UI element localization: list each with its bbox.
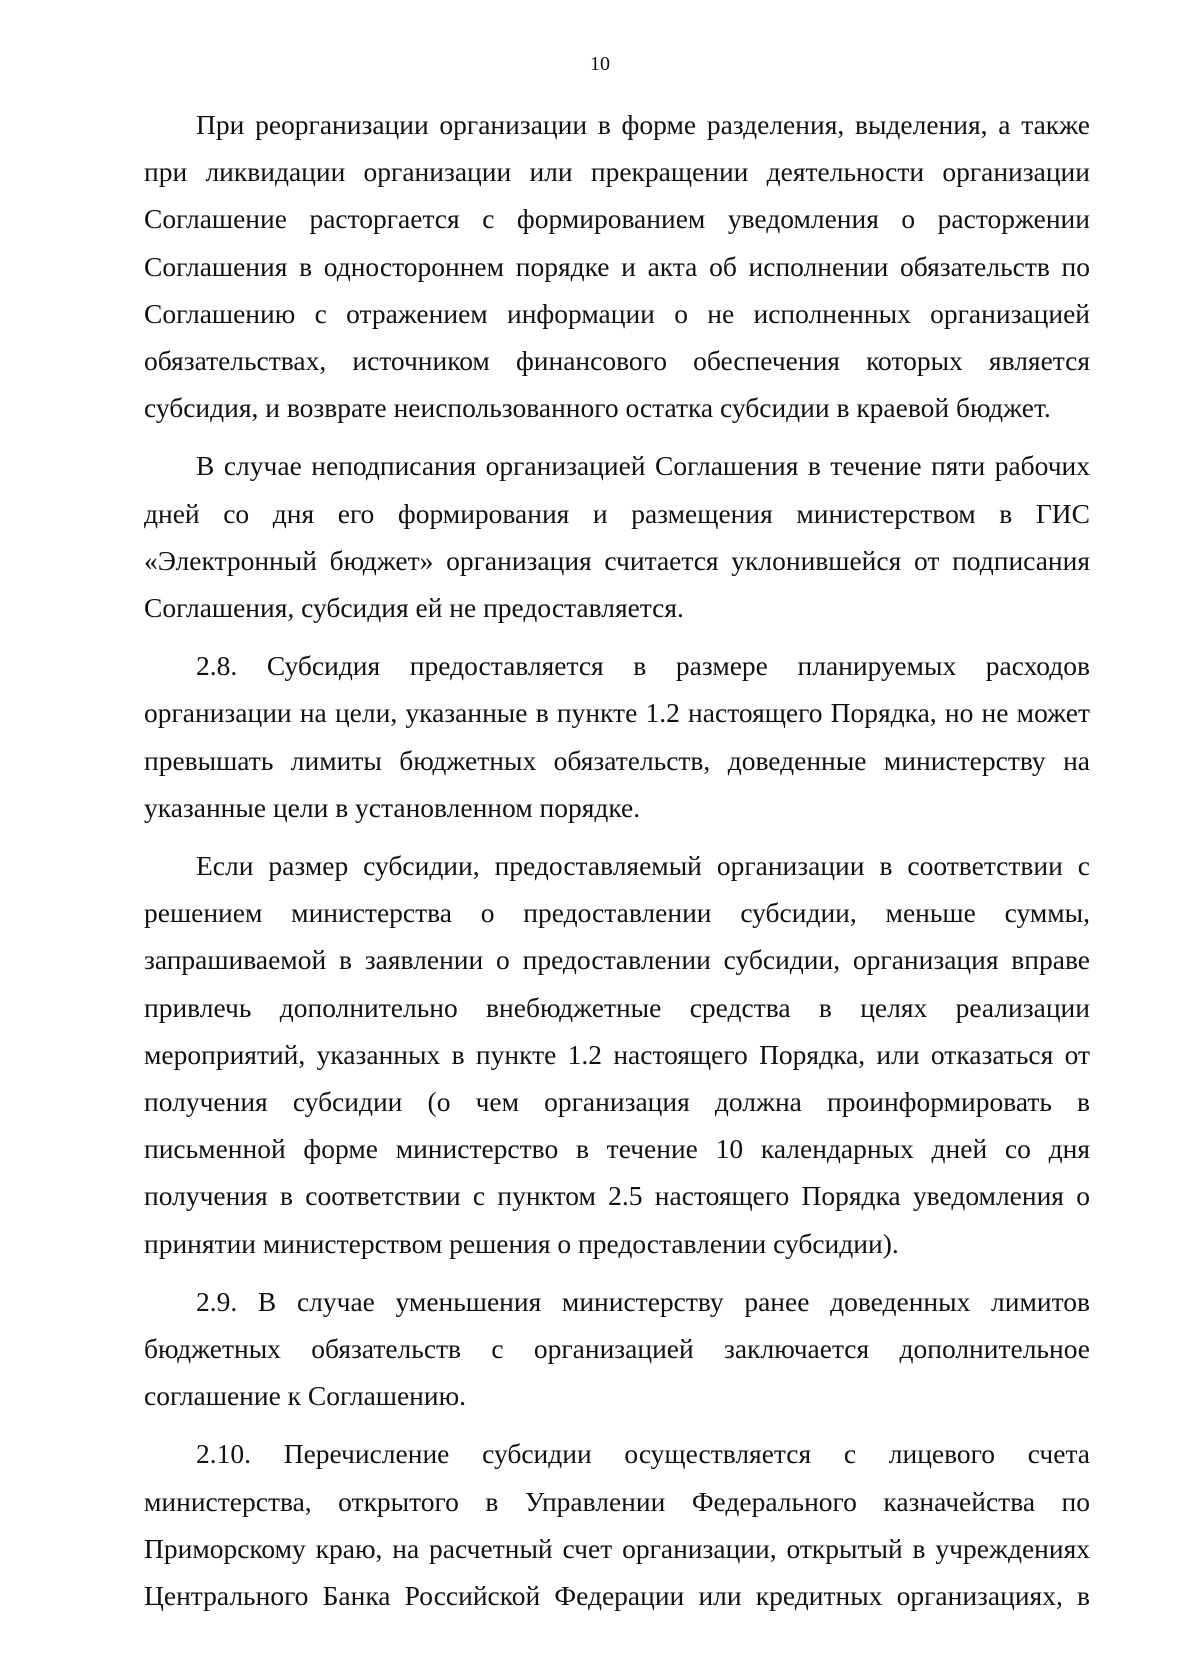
paragraph-non-signing: В случае неподписания организацией Соглашения в течение пяти рабочих дней со дня его формирования и размещения министерством в ГИС «Электронный бюджет» организация считается уклонившейся от подписания Соглашения, субсидия ей не предоставляется. [144, 450, 1090, 624]
paragraph-2-10: 2.10. Перечисление субсидии осуществляется с лицевого счета министерства, открытого в Управлении Федерального казначейства по Приморскому краю, на расчетный счет организации, открытый в учреждениях Центрального Банка Российской Федерации или кредитных организациях, в [144, 1438, 1090, 1612]
document-body [144, 101, 1090, 1630]
page-number: 10 [590, 53, 610, 75]
paragraph-2-8: 2.8. Субсидия предоставляется в размере планируемых расходов организации на цели, указанные в пункте 1.2 настоящего Порядка, но не может превышать лимиты бюджетных обязательств, доведенные министерству на указанные цели в установленном порядке. [144, 650, 1090, 823]
paragraph-subsidy-amount: Если размер субсидии, предоставляемый организации в соответствии с решением министерства о предоставлении субсидии, меньше суммы, запрашиваемой в заявлении о предоставлении субсидии, организация вправе привлечь дополнительно внебюджетные средства в целях реализации мероприятий, указанных в пункте 1.2 настоящего Порядка, или отказаться от получения субсидии (о чем организация должна проинформировать в письменной форме министерство в течение 10 календарных дней со дня получения в соответствии с пунктом 2.5 настоящего Порядка уведомления о принятии министерством решения о предоставлении субсидии). [144, 850, 1090, 1259]
paragraph-reorganization: При реорганизации организации в форме разделения, выделения, а также при ликвидации организации или прекращении деятельности организации Соглашение расторгается с формированием уведомления о расторжении Соглашения в одностороннем порядке и акта об исполнении обязательств по Соглашению с отражением информации о не исполненных организацией обязательствах, источником финансового обеспечения которых является субсидия, и возврате неиспользованного остатка субсидии в краевой бюджет. [144, 109, 1090, 424]
paragraph-2-9: 2.9. В случае уменьшения министерству ранее доведенных лимитов бюджетных обязательств с организацией заключается дополнительное соглашение к Соглашению. [144, 1285, 1090, 1412]
